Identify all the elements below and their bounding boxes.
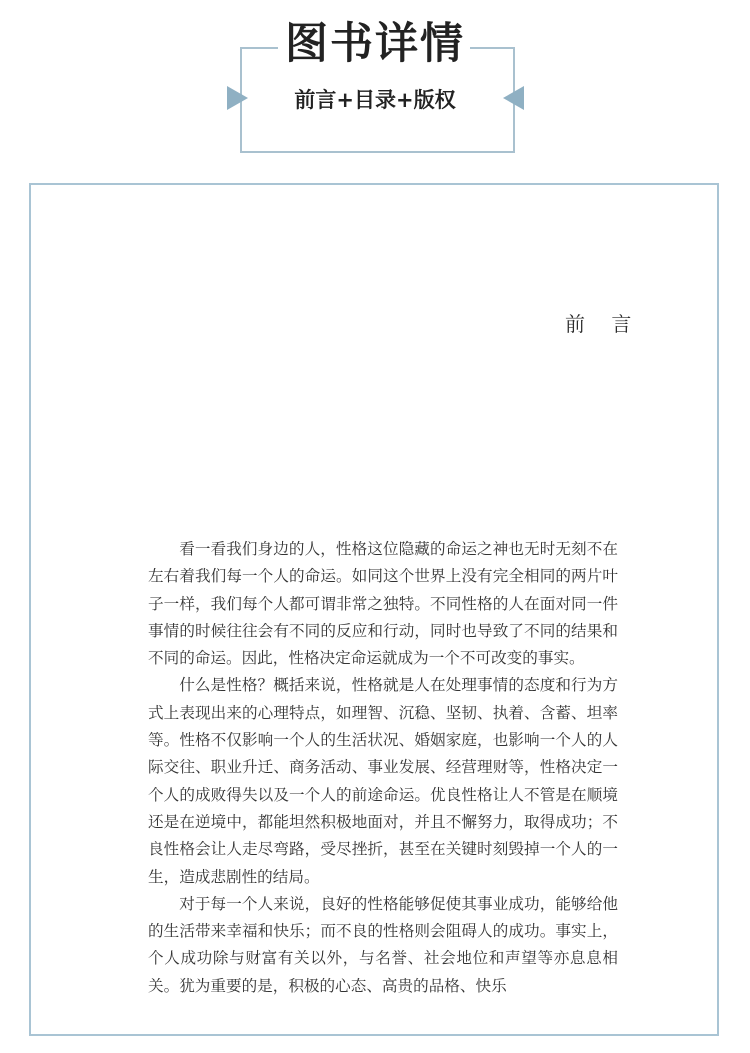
paragraph: 什么是性格？概括来说，性格就是人在处理事情的态度和行为方式上表现出来的心理特点，如理智、沉稳、坚韧、执着、含蓄、坦率等。性格不仅影响一个人的生活状况、婚姻家庭，也影响一个人的人际交往、职业升迁、商务活动、事业发展、经营理财等，性格决定一个人的成败得失以及一个人的前途命运。优良性格让人不管是在顺境还是在逆境中，都能坦然积极地面对，并且不懈努力，取得成功；不良性格会让人走尽弯路，受尽挫折，甚至在关键时刻毁掉一个人的一生，造成悲剧性的结局。 <box>148 676 618 886</box>
preface-body <box>148 536 618 1000</box>
header-title: 图书详情 <box>285 19 465 69</box>
paragraph: 对于每一个人来说，良好的性格能够促使其事业成功，能够给他的生活带来幸福和快乐；而不良的性格则会阻碍人的成功。事实上，个人成功除与财富有关以外，与名誉、社会地位和声望等亦息息相关。犹为重要的是，积极的心态、高贵的品格、快乐 <box>148 894 618 995</box>
section-header <box>0 0 750 175</box>
header-subtitle: 前言+目录+版权 <box>294 88 456 112</box>
paragraph: 看一看我们身边的人，性格这位隐藏的命运之神也无时无刻不在左右着我们每一个人的命运。如同这个世界上没有完全相同的两片叶子一样，我们每个人都可谓非常之独特。不同性格的人在面对同一件事情的时候往往会有不同的反应和行动，同时也导致了不同的结果和不同的命运。因此，性格决定命运就成为一个不可改变的事实。 <box>148 540 618 668</box>
preface-heading: 前 言 <box>565 312 642 336</box>
